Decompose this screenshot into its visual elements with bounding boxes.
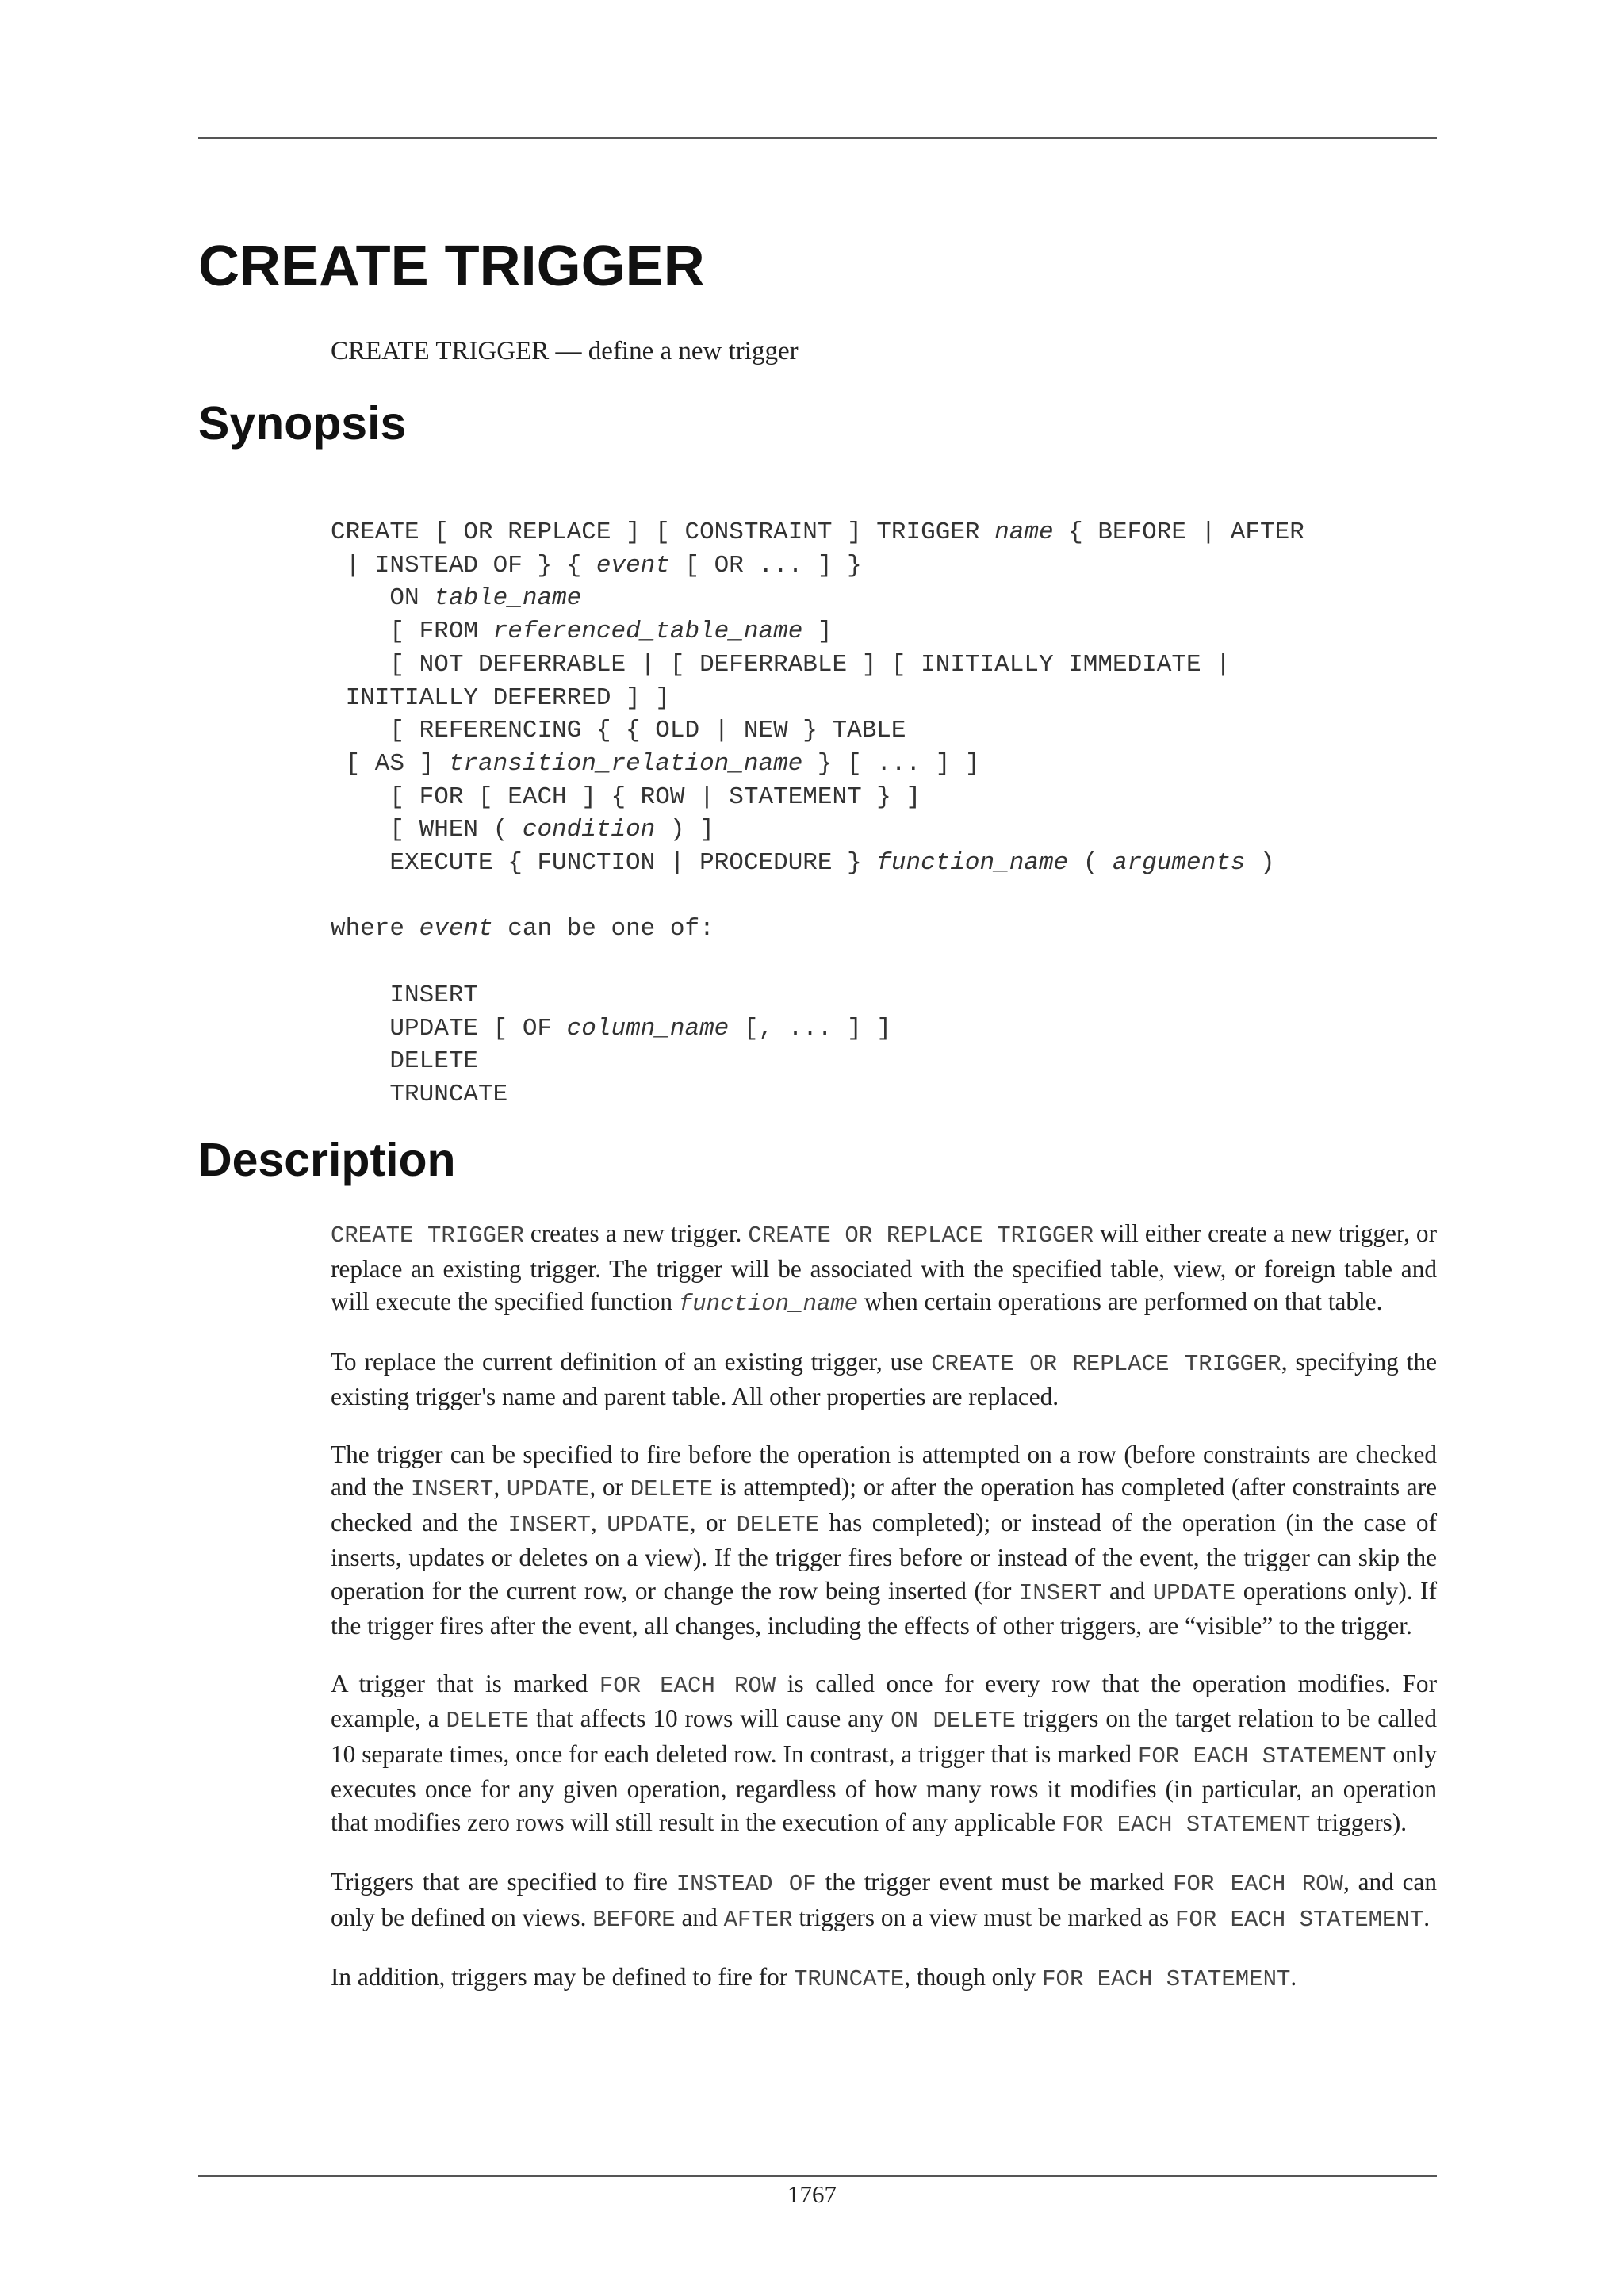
description-heading: Description	[198, 1134, 456, 1186]
header-rule	[198, 137, 1437, 139]
description-paragraph-6: In addition, triggers may be defined to fire for TRUNCATE, though only FOR EACH STATEMENT.	[331, 1963, 1297, 1992]
description-body	[331, 1217, 1437, 2021]
page-number: 1767	[787, 2180, 837, 2208]
description-paragraph-1: CREATE TRIGGER creates a new trigger. CREATE OR REPLACE TRIGGER will either create a new trigger, or replace an existing trigger. The trigger will be associated with the specified table, view, or foreign table and will execute the specified function function_name when certain operations are performed on that table.	[331, 1219, 1437, 1317]
synopsis-heading: Synopsis	[198, 397, 407, 450]
description-paragraph-3: The trigger can be specified to fire before the operation is attempted on a row (before constraints are checked and the INSERT, UPDATE, or DELETE is attempted); or after the operation has completed (after constraints are checked and the INSERT, UPDATE, or DELETE has completed); or instead of the operation (in the case of inserts, updates or deletes on a view). If the trigger fires before or instead of the event, the trigger can skip the operation for the current row, or change the row being inserted (for INSERT and UPDATE operations only). If the trigger fires after the event, all changes, including the effects of other triggers, are “visible” to the trigger.	[331, 1440, 1438, 1640]
synopsis-code: CREATE [ OR REPLACE ] [ CONSTRAINT ] TRIGGER name { BEFORE | AFTER | INSTEAD OF } { event [ OR ... ] } ON table_name [ FROM referenced_table_name ] [ NOT DEFERRABLE | [ DEFERRABLE ] [ INITIALLY IMMEDIATE | INITIALLY DEFERRED ] ] [ REFERENCING { { OLD | NEW } TABLE [ AS ] transition_relation_name } [ ... ] ] [ FOR [ EACH ] { ROW | STATEMENT } ] [ WHEN ( condition ) ] EXECUTE { FUNCTION | PROCEDURE } function_name ( arguments ) where event can be one of: INSERT UPDATE [ OF column_name [, ... ] ] DELETE TRUNCATE	[331, 519, 1304, 1108]
page-title: CREATE TRIGGER	[198, 235, 705, 298]
description-paragraph-5: Triggers that are specified to fire INSTEAD OF the trigger event must be marked FOR EACH ROW, and can only be defined on views. BEFORE and AFTER triggers on a view must be marked as FOR EACH STATEMENT.	[331, 1868, 1438, 1933]
description-paragraph-2: To replace the current definition of an existing trigger, use CREATE OR REPLACE TRIGGER, specifying the existing trigger's name and parent table. All other properties are replaced.	[331, 1347, 1437, 1410]
footer-rule	[198, 2175, 1437, 2177]
refpurpose: CREATE TRIGGER — define a new trigger	[331, 337, 799, 365]
description-paragraph-4: A trigger that is marked FOR EACH ROW is called once for every row that the operation modifies. For example, a DELETE that affects 10 rows will cause any ON DELETE triggers on the target relation to be called 10 separate times, once for each deleted row. In contrast, a trigger that is marked FOR EACH STATEMENT only executes once for any given operation, regardless of how many rows it modifies (in particular, an operation that modifies zero rows will still result in the execution of any applicable FOR EACH STATEMENT triggers).	[331, 1669, 1437, 1838]
